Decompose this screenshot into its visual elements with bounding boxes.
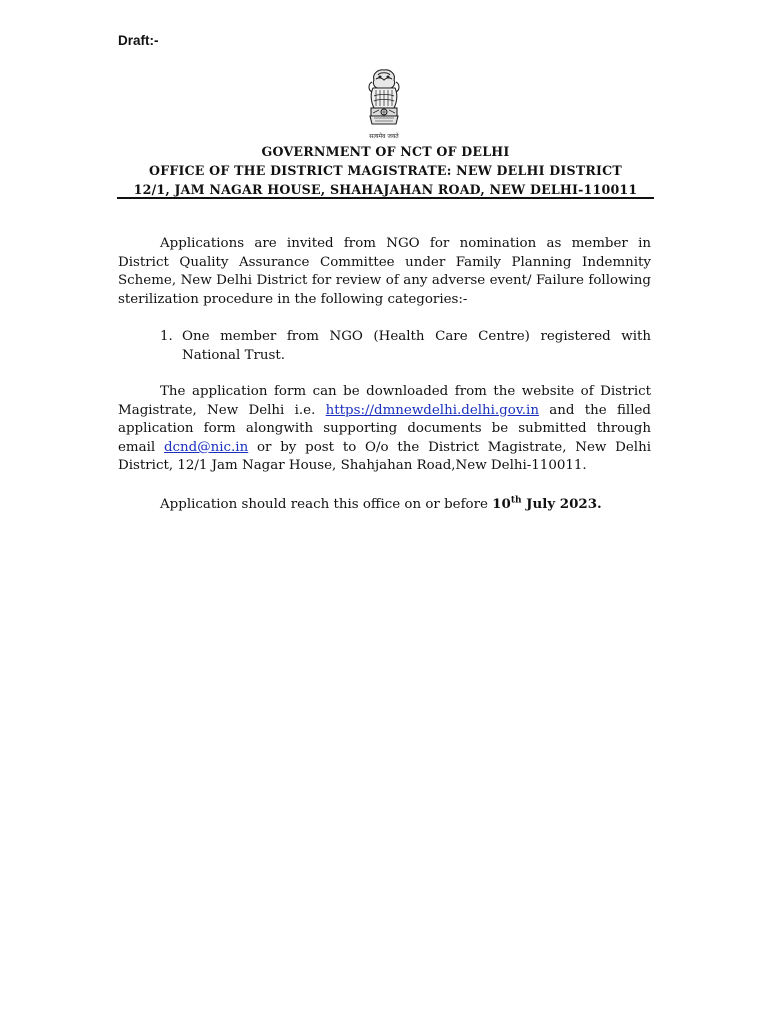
list-item <box>160 328 651 365</box>
instructions-paragraph <box>118 383 651 476</box>
instructions-text-2: and the filled application form alongwith supporting documents be submitted through email <box>118 402 651 455</box>
instructions-text-1: The application form can be downloaded from the website of District Magistrate, New Delhi i.e. <box>118 384 651 418</box>
deadline-date <box>492 496 602 512</box>
email-link[interactable]: dcnd@nic.in <box>163 439 249 455</box>
heading-line-3: 12/1, JAM NAGAR HOUSE, SHAHAJAHAN ROAD, NEW DELHI-110011 <box>133 182 638 197</box>
intro-paragraph: Applications are invited from NGO for nomination as member in District Quality Assurance Committee under Family Planning Indemnity Scheme, New Delhi District for review of any adverse event/ Failure following sterilization procedure in the following categories:- <box>118 236 651 307</box>
deadline-day-suffix: th <box>510 495 522 506</box>
heading-line-1: GOVERNMENT OF NCT OF DELHI <box>261 144 510 159</box>
header-divider <box>117 197 654 199</box>
draft-label: Draft:- <box>118 33 159 48</box>
letterhead <box>118 142 653 199</box>
deadline-paragraph <box>118 495 651 515</box>
deadline-day: 10 <box>492 496 511 512</box>
instructions-text-3: or by post to O/o the District Magistrate, New Delhi District, 12/1 Jam Nagar House, Shahjahan Road,New Delhi-110011. <box>118 439 652 474</box>
emblem-motto: सत्यमेव जयते <box>369 133 399 140</box>
national-emblem-icon <box>360 66 408 144</box>
heading-line-2: OFFICE OF THE DISTRICT MAGISTRATE: NEW DELHI DISTRICT <box>149 163 622 178</box>
list-item-text: One member from NGO (Health Care Centre) registered with National Trust. <box>182 329 651 363</box>
category-list <box>160 328 651 365</box>
deadline-text: Application should reach this office on or before <box>160 497 493 512</box>
website-link[interactable]: https://dmnewdelhi.delhi.gov.in <box>325 402 539 418</box>
list-item-number: 1. <box>160 329 173 344</box>
deadline-month-year: July 2023. <box>521 496 602 512</box>
